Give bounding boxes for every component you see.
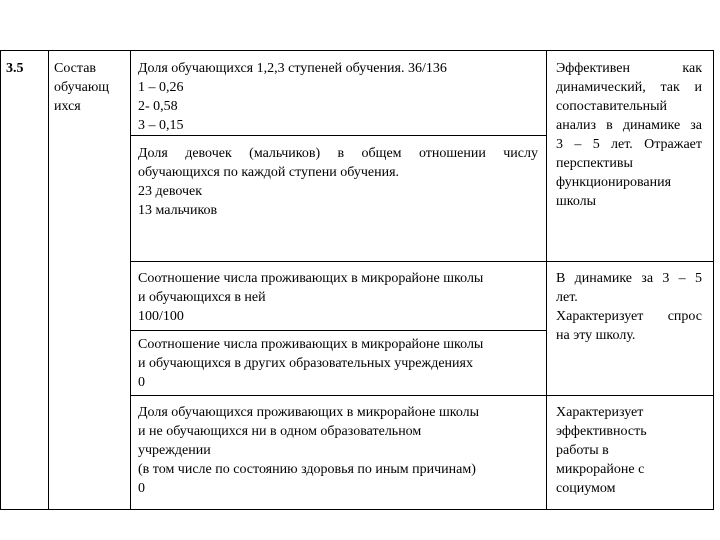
indicator-line: 0 — [138, 481, 145, 496]
assessment-line: 3 – 5 лет. Отражает — [556, 137, 702, 152]
indicator-residents-in-school — [138, 269, 538, 326]
indicator-line: 23 девочек — [138, 184, 203, 199]
category-line: ихся — [54, 99, 81, 114]
indicator-line: 2- 0,58 — [138, 99, 178, 114]
assessment-line: Характеризует — [556, 405, 644, 420]
table-border-row3 — [130, 330, 546, 331]
indicator-line: и не обучающихся ни в одном образовательном — [138, 424, 422, 439]
table-border-row2 — [130, 261, 714, 262]
table-border-col2 — [130, 50, 131, 510]
indicator-line: 0 — [138, 375, 145, 390]
indicator-line: учреждении — [138, 443, 211, 458]
indicator-share-by-level — [138, 59, 538, 135]
assessment-line: перспективы — [556, 156, 633, 171]
assessment-line: лет. — [556, 290, 578, 305]
assessment-efficiency — [556, 403, 702, 498]
indicator-girls-boys — [138, 144, 538, 220]
indicator-line: Доля девочек (мальчиков) в общем отношении числу — [138, 146, 538, 161]
assessment-line: динамический, так и — [556, 80, 702, 95]
category-line: обучающ — [54, 80, 110, 95]
indicator-line: 3 – 0,15 — [138, 118, 184, 133]
table-border-top — [0, 50, 714, 51]
indicator-line: (в том числе по состоянию здоровья по иным причинам) — [138, 462, 476, 477]
assessment-line: социумом — [556, 481, 616, 496]
category-line: Состав — [54, 61, 97, 76]
indicator-line: Соотношение числа проживающих в микрорайоне школы — [138, 337, 484, 352]
indicator-line: обучающихся по каждой ступени обучения. — [138, 165, 400, 180]
table-border-bottom — [0, 509, 714, 510]
assessment-line: микрорайоне с — [556, 462, 645, 477]
indicator-line: Соотношение числа проживающих в микрорайоне школы — [138, 271, 484, 286]
indicator-line: Доля обучающихся 1,2,3 ступеней обучения. 36/136 — [138, 61, 447, 76]
data-table — [0, 50, 720, 510]
indicator-line: и обучающихся в ней — [138, 290, 266, 305]
assessment-line: сопоставительный — [556, 99, 667, 114]
indicator-line: Доля обучающихся проживающих в микрорайоне школы — [138, 405, 480, 420]
assessment-line: анализ в динамике за — [556, 118, 702, 133]
assessment-line: школы — [556, 194, 597, 209]
assessment-line: В динамике за 3 – 5 — [556, 271, 702, 286]
indicator-line: 1 – 0,26 — [138, 80, 184, 95]
assessment-line: на эту школу. — [556, 328, 636, 343]
table-border-row1 — [130, 135, 546, 136]
assessment-line: Эффективен как — [556, 61, 702, 76]
indicator-residents-other-schools — [138, 335, 538, 392]
table-border-right — [713, 50, 714, 510]
table-border-col3 — [546, 50, 547, 510]
indicator-line: 13 мальчиков — [138, 203, 218, 218]
table-border-row4 — [130, 395, 714, 396]
assessment-line: эффективность — [556, 424, 647, 439]
assessment-line: работы в — [556, 443, 609, 458]
row-number: 3.5 — [6, 61, 24, 76]
indicator-line: и обучающихся в других образовательных учреждениях — [138, 356, 473, 371]
table-border-col1 — [48, 50, 49, 510]
category-cell — [54, 59, 126, 116]
indicator-line: 100/100 — [138, 309, 184, 324]
indicator-not-studying — [138, 403, 538, 498]
table-border-left — [0, 50, 1, 510]
assessment-dynamic-analysis — [556, 59, 702, 211]
assessment-demand — [556, 269, 702, 345]
assessment-line: функционирования — [556, 175, 672, 190]
assessment-line: Характеризует спрос — [556, 309, 702, 324]
